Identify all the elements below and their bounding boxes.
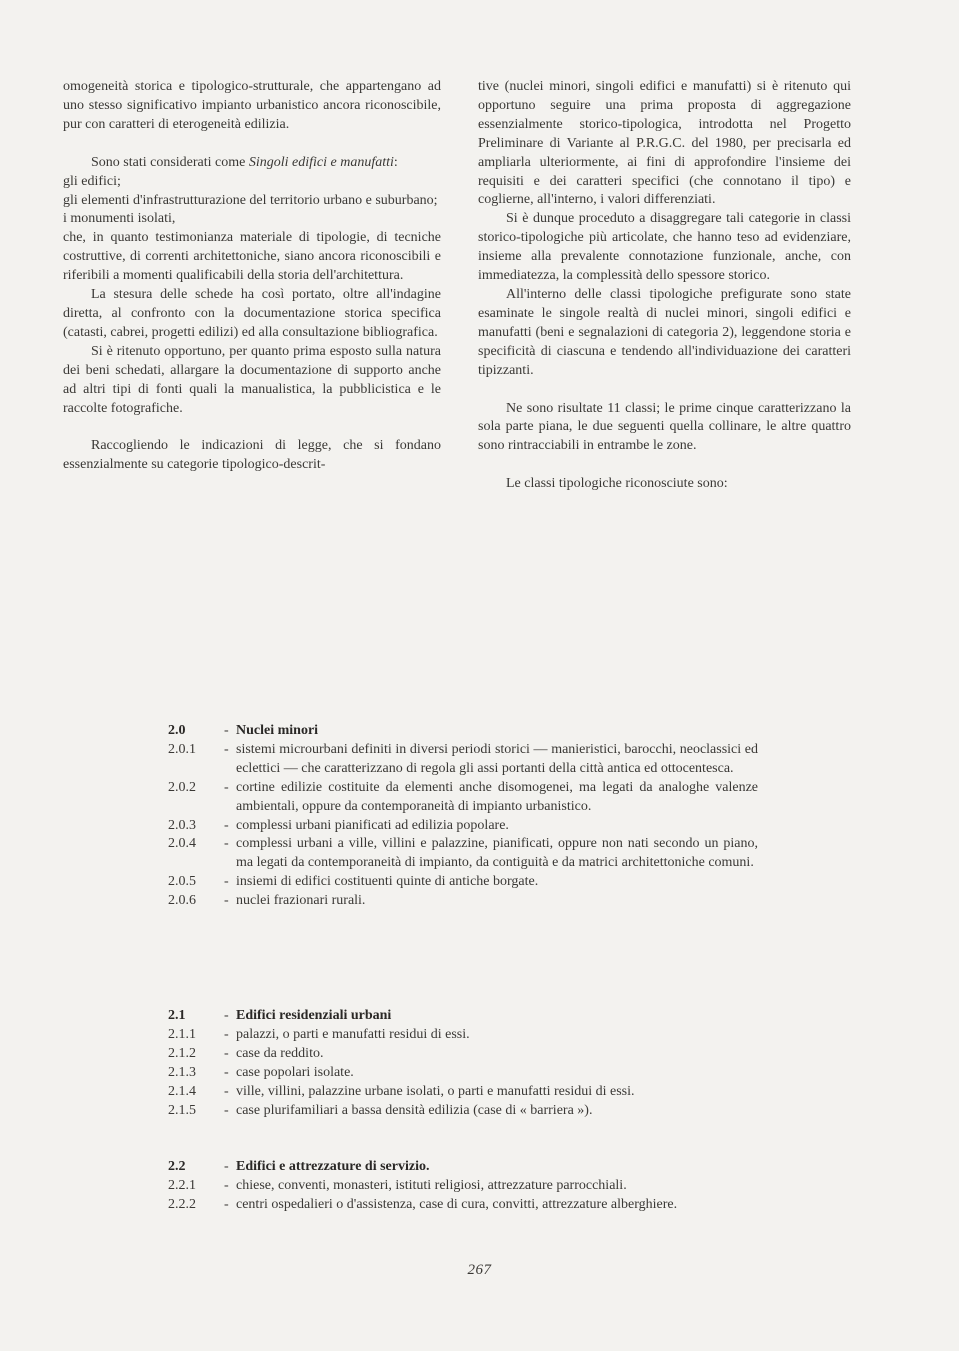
class-description: insiemi di edifici costituenti quinte di antiche borgate.: [236, 874, 539, 890]
class-code: 2.2.1: [168, 1177, 196, 1193]
class-item: [168, 1083, 758, 1102]
class-item: [168, 779, 758, 817]
class-heading: [168, 1158, 758, 1177]
dash-separator: -: [224, 1159, 229, 1174]
dash-separator: -: [224, 874, 229, 890]
class-heading: [168, 1007, 758, 1026]
dash-separator: -: [224, 1102, 229, 1118]
class-code: 2.0.6: [168, 893, 196, 909]
paragraph: omogeneità storica e tipologico-strutturale, che appartengano ad uno stesso significativo impianto urbanistico ancora riconoscibile, pur con caratteri di eterogeneità edilizia.: [63, 79, 441, 132]
dash-separator: -: [224, 1196, 229, 1212]
class-description: chiese, conventi, monasteri, istituti religiosi, attrezzature parrocchiali.: [236, 1177, 627, 1193]
class-title: Nuclei minori: [236, 723, 319, 738]
class-code: 2.1.2: [168, 1045, 196, 1061]
paragraph: gli edifici;: [63, 173, 121, 189]
class-description: ville, villini, palazzine urbane isolati, o parti e manufatti residui di essi.: [236, 1083, 635, 1099]
class-group-2-2: [168, 1158, 758, 1215]
class-heading: [168, 722, 758, 741]
dash-separator: -: [224, 836, 229, 852]
class-description: case da reddito.: [236, 1045, 324, 1061]
class-description: sistemi microurbani definiti in diversi periodi storici — manieristici, barocchi, neoclassici ed eclettici — che caratterizzano di regola gli assi portanti della città antica ed ottocentesca.: [236, 741, 758, 776]
paragraph: Si è dunque proceduto a disaggregare tali categorie in classi storico-tipologiche più articolate, che hanno teso ad evidenziare, insieme alla prevalente connotazione funzionale, anche, con immediatezza, la complessità dello spessore storico.: [478, 211, 851, 284]
class-description: case plurifamiliari a bassa densità edilizia (case di « barriera »).: [236, 1102, 593, 1118]
paragraph: che, in quanto testimonianza materiale di tipologie, di tecniche costruttive, di correnti architettoniche, siano ancora riconoscibili e riferibili a momenti qualificabili della storia dell'architettura.: [63, 230, 441, 284]
dash-separator: -: [224, 723, 229, 738]
dash-separator: -: [224, 893, 229, 909]
class-group-2-1: [168, 1007, 758, 1120]
class-code: 2.2: [168, 1159, 186, 1174]
class-description: complessi urbani pianificati ad edilizia popolare.: [236, 817, 509, 833]
class-group-2-0: [168, 722, 758, 911]
class-code: 2.1.5: [168, 1102, 196, 1118]
class-code: 2.0.1: [168, 741, 196, 757]
class-description: complessi urbani a ville, villini e palazzine, pianificati, oppure non nati secondo un piano, ma legati da contemporaneità di impianto, da contiguità e da matrici architettoniche comuni.: [236, 836, 758, 871]
class-item: [168, 1177, 758, 1196]
class-code: 2.2.2: [168, 1196, 196, 1212]
class-code: 2.1.3: [168, 1064, 196, 1080]
class-item: [168, 1064, 758, 1083]
dash-separator: -: [224, 1045, 229, 1061]
paragraph: tive (nuclei minori, singoli edifici e manufatti) si è ritenuto qui opportuno seguire una prima proposta di aggregazione essenzialmente storico-tipologica, introdotta nel Progetto Preliminare di Variante al P.R.G.C. del 1980, per precisarla ed ampliarla ulteriormente, ai fini di approfondire l'insieme dei requisiti e dei caratteri specifici (che connotano il tipo) e coglierne, all'interno, i valori differenziati.: [478, 79, 851, 208]
paragraph: Le classi tipologiche riconosciute sono:: [506, 476, 728, 492]
class-code: 2.0.5: [168, 874, 196, 890]
class-code: 2.1: [168, 1008, 186, 1023]
paragraph: Ne sono risultate 11 classi; le prime cinque caratterizzano la sola parte piana, le due seguenti quella collinare, le altre quattro sono rintracciabili in entrambe le zone.: [478, 400, 851, 454]
dash-separator: -: [224, 817, 229, 833]
paragraph: La stesura delle schede ha così portato, oltre all'indagine diretta, al confronto con la documentazione storica specifica (catasti, cabrei, progetti edilizi) ed alla consultazione bibliografica.: [63, 287, 441, 340]
dash-separator: -: [224, 1083, 229, 1099]
dash-separator: -: [224, 741, 229, 757]
paragraph: Si è ritenuto opportuno, per quanto prima esposto sulla natura dei beni schedati, allargare la documentazione di supporto anche ad altri tipi di fonti quali la manualistica, la pubblicistica e le raccolte fotografiche.: [63, 343, 441, 416]
class-code: 2.0: [168, 723, 186, 738]
class-title: Edifici residenziali urbani: [236, 1008, 392, 1023]
class-item: [168, 873, 758, 892]
class-code: 2.1.4: [168, 1083, 196, 1099]
class-item: [168, 892, 758, 911]
class-title: Edifici e attrezzature di servizio.: [236, 1159, 430, 1174]
paragraph: gli elementi d'infrastrutturazione del territorio urbano e suburbano;: [63, 192, 438, 208]
class-description: nuclei frazionari rurali.: [236, 893, 366, 909]
class-item: [168, 835, 758, 873]
dash-separator: -: [224, 1026, 229, 1042]
class-code: 2.0.3: [168, 817, 196, 833]
dash-separator: -: [224, 1064, 229, 1080]
class-description: cortine edilizie costituite da elementi anche disomogenei, ma legati da analoghe valenze ambientali, oppure da contemporaneità di impianto urbanistico.: [236, 779, 758, 814]
class-item: [168, 741, 758, 779]
class-description: case popolari isolate.: [236, 1064, 354, 1080]
right-text-column: [478, 78, 851, 494]
paragraph: Sono stati considerati come Singoli edifici e manufatti:: [91, 154, 398, 170]
paragraph: All'interno delle classi tipologiche prefigurate sono state esaminate le singole realtà di nuclei minori, singoli edifici e manufatti (beni e segnalazioni di categoria 2), leggendone storia e specificità di ciascuna e tendendo all'individuazione dei caratteri tipizzanti.: [478, 286, 851, 378]
page-number: 267: [467, 1262, 492, 1278]
class-code: 2.1.1: [168, 1026, 196, 1042]
class-item: [168, 1196, 758, 1215]
class-item: [168, 1045, 758, 1064]
class-description: centri ospedalieri o d'assistenza, case di cura, convitti, attrezzature alberghiere.: [236, 1196, 678, 1212]
dash-separator: -: [224, 779, 229, 795]
class-item: [168, 1102, 758, 1121]
class-code: 2.0.2: [168, 779, 196, 795]
dash-separator: -: [224, 1008, 229, 1023]
paragraph: i monumenti isolati,: [63, 211, 176, 227]
class-description: palazzi, o parti e manufatti residui di essi.: [236, 1026, 470, 1042]
class-item: [168, 817, 758, 836]
class-code: 2.0.4: [168, 836, 196, 852]
left-text-column: [63, 78, 441, 475]
dash-separator: -: [224, 1177, 229, 1193]
class-item: [168, 1026, 758, 1045]
paragraph: Raccogliendo le indicazioni di legge, che si fondano essenzialmente su categorie tipologico-descrit-: [63, 438, 441, 473]
